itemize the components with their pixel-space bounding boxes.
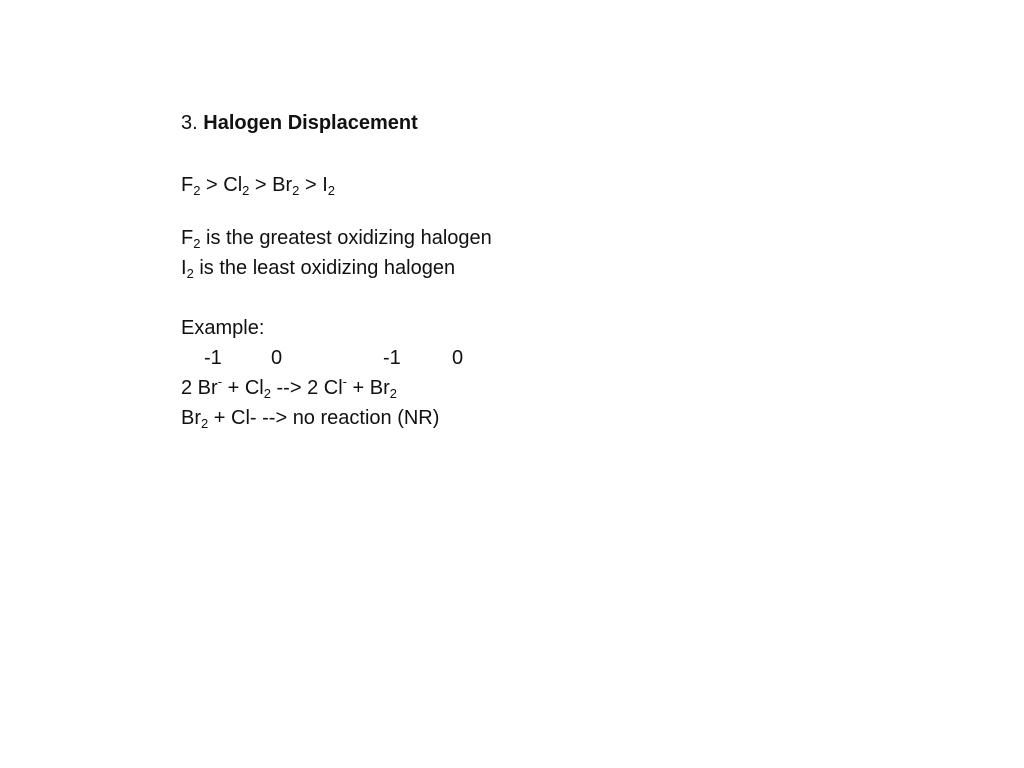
spacer <box>181 283 881 313</box>
slide-content <box>181 108 881 433</box>
spacer <box>181 138 881 170</box>
reaction-equation-1 <box>181 373 881 403</box>
least-text: is the least oxidizing halogen <box>193 257 456 279</box>
reaction1-bromine-sub: 2 <box>389 386 398 401</box>
reaction2-rest: + Cl- --> no reaction (NR) <box>208 407 440 429</box>
reaction1-reactant-bromide: 2 Br <box>181 377 218 399</box>
series-separator: > <box>299 174 323 196</box>
greatest-element-sub: 2 <box>193 236 201 251</box>
series-iodine-sub: 2 <box>327 183 335 198</box>
oxidation-state-bromide: -1 <box>204 347 222 369</box>
reaction-equation-2 <box>181 403 881 433</box>
halogen-series <box>181 170 881 200</box>
reaction1-bromide-charge: - <box>217 374 223 389</box>
greatest-oxidizer-statement <box>181 223 881 253</box>
series-bromine-sub: 2 <box>292 183 300 198</box>
heading-title: Halogen Displacement <box>203 112 418 134</box>
heading-line <box>181 108 881 138</box>
series-separator: > <box>249 174 273 196</box>
reaction2-reactant: Br <box>181 407 201 429</box>
reaction2-reactant-sub: 2 <box>201 416 209 431</box>
series-fluorine-sub: 2 <box>193 183 201 198</box>
series-fluorine: F <box>181 174 194 196</box>
greatest-text: is the greatest oxidizing halogen <box>200 227 492 249</box>
oxidation-state-chlorine: 0 <box>271 347 283 369</box>
series-bromine: Br <box>272 174 293 196</box>
least-element-sub: 2 <box>186 266 194 281</box>
series-separator: > <box>200 174 224 196</box>
series-chlorine-sub: 2 <box>242 183 250 198</box>
least-element: I <box>181 257 187 279</box>
series-chlorine: Cl <box>223 174 243 196</box>
oxidation-states-row <box>181 343 881 373</box>
oxidation-state-bromine: 0 <box>452 347 464 369</box>
reaction1-chlorine-sub: 2 <box>263 386 271 401</box>
spacer <box>181 200 881 223</box>
greatest-element: F <box>181 227 194 249</box>
reaction1-chloride-charge: - <box>342 374 347 389</box>
oxidation-state-chloride: -1 <box>383 347 401 369</box>
reaction1-reactant-chlorine: + Cl <box>222 377 264 399</box>
example-label: Example: <box>181 317 265 339</box>
series-iodine: I <box>322 174 328 196</box>
heading-number: 3. <box>181 112 198 134</box>
reaction1-product-bromine: + Br <box>346 377 390 399</box>
reaction1-arrow-chloride: --> 2 Cl <box>270 377 343 399</box>
least-oxidizer-statement <box>181 253 881 283</box>
